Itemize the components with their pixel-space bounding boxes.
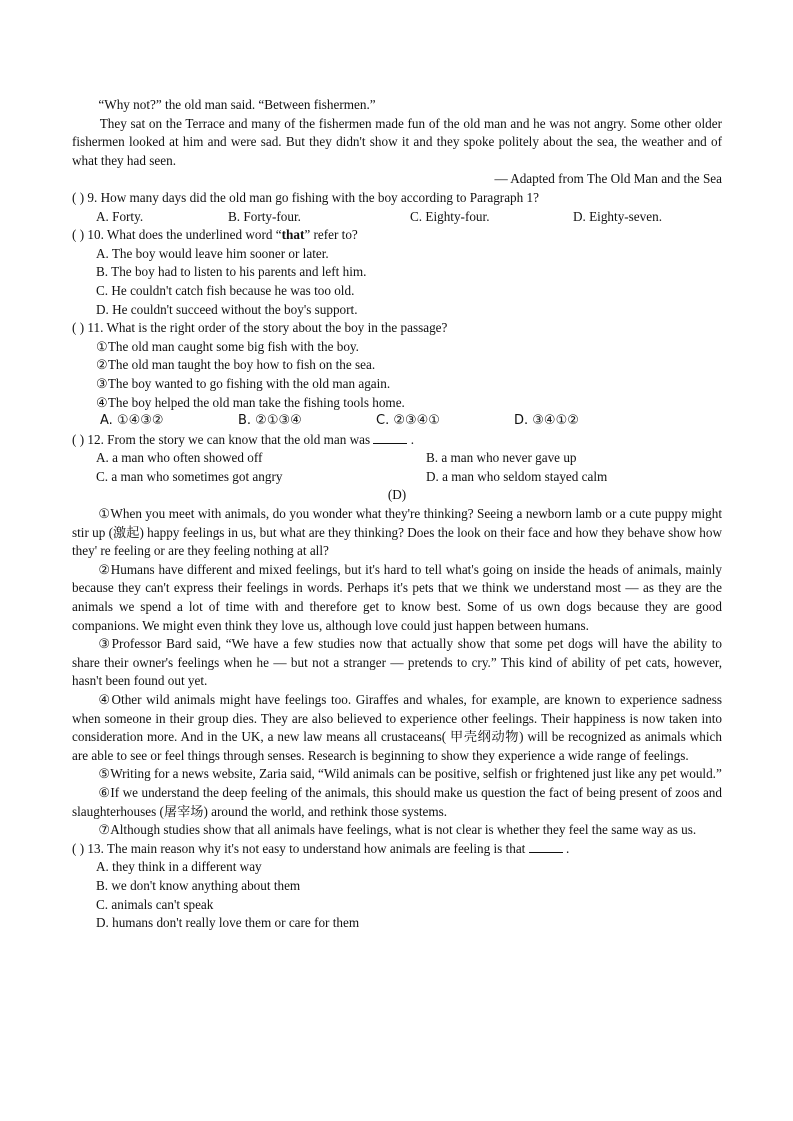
question-13: ( ) 13. The main reason why it's not easy to understand how animals are feeling is that . [72,840,570,856]
option-c[interactable]: C. animals can't speak [96,896,214,912]
option-d[interactable]: D. He couldn't succeed without the boy's support. [96,301,358,317]
option-b[interactable]: B. we don't know anything about them [96,877,301,893]
option-c[interactable]: C. a man who sometimes got angry [96,468,283,484]
question-11 [72,319,722,338]
option-c[interactable]: C. ②③④① [376,413,440,429]
option-d[interactable]: D. a man who seldom stayed calm [426,468,608,484]
option-a[interactable]: A. a man who often showed off [96,450,263,466]
option-b[interactable]: B. a man who never gave up [426,450,577,466]
answer-paren[interactable]: ( ) [72,431,85,447]
option-c[interactable]: C. He couldn't catch fish because he was too old. [96,282,355,298]
story-source: — Adapted from The Old Man and the Sea [494,171,722,187]
question-11-options [100,412,722,431]
passage-paragraph-4: ④Other wild animals might have feelings too. Giraffes and whales, for example, are known to experience sadness when someone in their group dies. They are also believed to experience other feelings. Their happiness is now taken into consideration more. And in the UK, a new law means all crustaceans( 甲壳纲动物) will be recognized as animals which are able to see or feel things through senses. Research is beginning to show they experience a wide range of feelings. [72,692,722,763]
option-a[interactable]: A. The boy would leave him sooner or later. [96,245,329,261]
answer-paren[interactable]: ( ) [72,320,85,336]
option-a[interactable]: A. ①④③② [100,413,164,429]
question-9-text: 9. How many days did the old man go fishing with the boy according to Paragraph 1? [87,189,539,205]
event-2: ②The old man taught the boy how to fish on the sea. [96,357,376,373]
question-10 [72,226,722,245]
question-12: ( ) 12. From the story we can know that the old man was . [72,431,415,447]
option-d[interactable]: D. Eighty-seven. [573,208,662,224]
option-d[interactable]: D. humans don't really love them or care for them [96,915,360,931]
question-12-options-row2 [96,468,722,487]
answer-blank[interactable] [373,431,407,444]
option-d[interactable]: D. ③④①② [514,413,579,429]
passage-paragraph-6: ⑥If we understand the deep feeling of the animals, this should make us question the fact of being present of zoos and slaughterhouses (屠宰场) around the world, and rethink those systems. [72,784,722,819]
question-10-text: 10. What does the underlined word “ [87,227,282,243]
passage-paragraph-2: ②Humans have different and mixed feelings, but it's hard to tell what's going on inside the heads of animals, mainly because they can't express their feelings in words. Perhaps it's pets that we think we understand most — as they are the animals we spend a lot of time with and therefore get to know best. Some of us own dogs because they are good companions. We might even think they love us, although love could just happen between humans. [72,561,722,633]
question-9 [72,189,722,208]
question-12-text: 12. From the story we can know that the old man was [87,431,371,447]
passage-paragraph-3: ③Professor Bard said, “We have a few studies now that actually show that some pet dogs will have the ability to share their owner's feelings when he — but not a stranger — pretends to cry.” This kind of ability of pet cats, however, hasn't been found out yet. [72,636,722,689]
event-3: ③The boy wanted to go fishing with the old man again. [96,375,391,391]
option-c[interactable]: C. Eighty-four. [410,208,490,224]
answer-paren[interactable]: ( ) [72,840,85,856]
passage-paragraph-5: ⑤Writing for a news website, Zaria said, “Wild animals can be positive, selfish or frightened just like any pet would.” [98,766,722,782]
question-9-options [96,208,722,227]
answer-paren[interactable]: ( ) [72,189,85,205]
section-d-heading: (D) [387,487,407,503]
story-dialogue-line: “Why not?” the old man said. “Between fishermen.” [98,97,376,112]
story-paragraph: They sat on the Terrace and many of the fishermen made fun of the old man and he was not angry. Some other older fishermen looked at him and were sad. But they didn't show it and they spoke politely about the sea, the weather and of what they had seen. [72,115,722,168]
option-b[interactable]: B. The boy had to listen to his parents and left him. [96,264,367,280]
answer-blank[interactable] [529,840,563,853]
question-12-options-row1 [96,449,722,468]
option-b[interactable]: B. ②①③④ [238,413,302,429]
passage-paragraph-1: ①When you meet with animals, do you wonder what they're thinking? Seeing a newborn lamb or a cute puppy might stir up (激起) happy feelings in us, but what are they thinking? Does the look on their face and how they behave show how they' re feeling or are they feeling nothing at all? [72,506,722,559]
answer-paren[interactable]: ( ) [72,227,85,243]
question-11-text: 11. What is the right order of the story about the boy in the passage? [87,320,448,336]
question-13-text: 13. The main reason why it's not easy to understand how animals are feeling is that [87,840,526,856]
option-a[interactable]: A. Forty. [96,208,144,224]
exam-page [72,96,722,933]
passage-paragraph-7: ⑦Although studies show that all animals have feelings, what is not clear is whether they feel the same way as us. [98,822,697,838]
question-10-text-end: ” refer to? [304,227,358,243]
event-1: ①The old man caught some big fish with the boy. [96,338,359,354]
option-a[interactable]: A. they think in a different way [96,859,262,875]
option-b[interactable]: B. Forty-four. [228,208,301,224]
event-4: ④The boy helped the old man take the fishing tools home. [96,394,405,410]
question-10-keyword: that [281,227,305,243]
